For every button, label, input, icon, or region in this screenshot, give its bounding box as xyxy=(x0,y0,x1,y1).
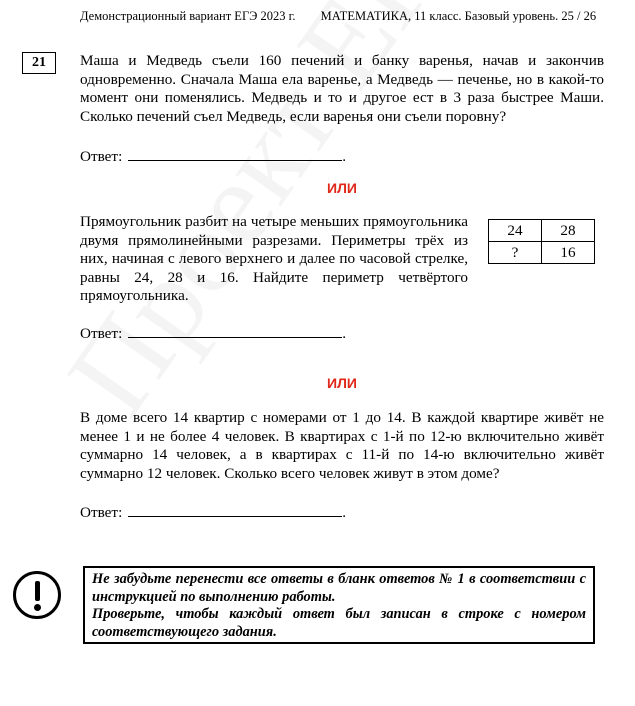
answer-row-3 xyxy=(80,502,346,522)
answer-end: . xyxy=(342,148,347,165)
grid-cell-bottom-left: ? xyxy=(489,242,542,264)
answer-line[interactable] xyxy=(128,502,342,517)
answer-label: Ответ: xyxy=(80,148,123,165)
task1-text: Маша и Медведь съели 160 печений и банку варенья, начав и закончив одновременно. Сначала Маша ела варенье, а Медведь — печенье, но в какой-то момент они поменялись. Медведь и то и другое ест в 3 раза быстрее Маши. Сколько печений съел Медведь, если варенья они съели поровну? xyxy=(80,52,604,125)
header-variant: Демонстрационный вариант ЕГЭ 2023 г. xyxy=(80,9,296,23)
answer-line[interactable] xyxy=(128,146,342,161)
reminder-note xyxy=(83,566,595,644)
answer-row-1 xyxy=(80,146,346,166)
answer-end: . xyxy=(342,325,347,342)
grid-cell-top-right: 28 xyxy=(542,220,595,242)
answer-line[interactable] xyxy=(128,323,342,338)
perimeter-grid xyxy=(488,219,595,264)
task3-text: В доме всего 14 квартир с номерами от 1 до 14. В каждой квартире живёт не менее 1 и не более 4 человек. В квартирах с 1-й по 12-ю включительно живёт суммарно 14 человек, а в квартирах с 11-й по 14-ю включительно живёт суммарно 12 человек. Сколько всего человек живут в этом доме? xyxy=(80,409,604,482)
grid-cell-top-left: 24 xyxy=(489,220,542,242)
answer-row-2 xyxy=(80,323,346,343)
page-header xyxy=(80,9,596,24)
question-number: 21 xyxy=(22,52,56,74)
note-line-1: Не забудьте перенести все ответы в бланк ответов № 1 в соответствии с инструкцией по выполнению работы. xyxy=(92,571,586,605)
or-label-2: ИЛИ xyxy=(327,375,357,391)
answer-label: Ответ: xyxy=(80,325,123,342)
grid-cell-bottom-right: 16 xyxy=(542,242,595,264)
task2-text: Прямоугольник разбит на четыре меньших прямоугольника двумя прямолинейными разрезами. Периметры трёх из них, начиная с левого верхнего и далее по часовой стрелке, равны 24, 28 и 16. Найдите периметр четвёртого прямоугольника. xyxy=(80,213,468,305)
note-line-2: Проверьте, чтобы каждый ответ был записан в строке с номером соответствующего задания. xyxy=(92,606,586,640)
answer-label: Ответ: xyxy=(80,504,123,521)
or-label-1: ИЛИ xyxy=(327,180,357,196)
exclamation-icon xyxy=(13,571,61,619)
answer-end: . xyxy=(342,504,347,521)
header-subject: МАТЕМАТИКА, 11 класс. Базовый уровень. 25 / 26 xyxy=(320,9,597,23)
